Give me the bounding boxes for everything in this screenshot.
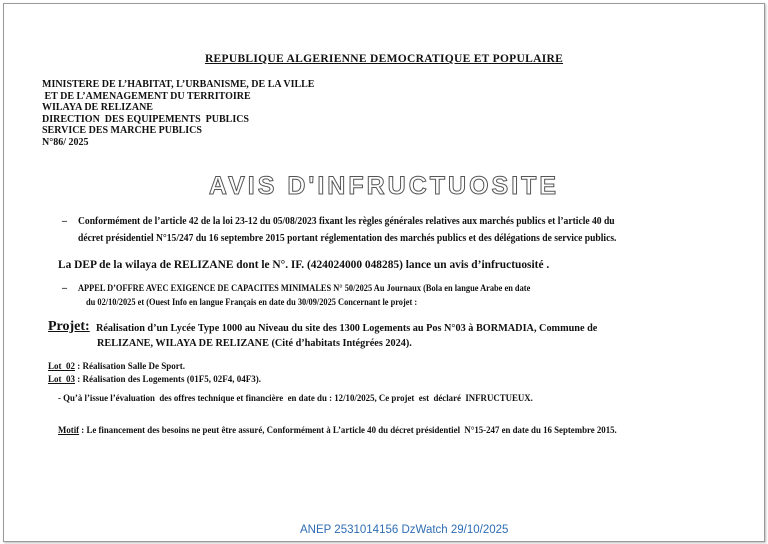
issuer-line: SERVICE DES MARCHE PUBLICS <box>42 125 202 137</box>
project-description-line: RELIZANE, WILAYA DE RELIZANE (Cité d’habitats Intégrées 2024). <box>97 337 412 349</box>
project-description-line: Réalisation d’un Lycée Type 1000 au Niveau du site des 1300 Logements au Pos N°03 à BORMADIA, Commune de <box>96 322 598 334</box>
republic-header: REPUBLIQUE ALGERIENNE DEMOCRATIQUE ET POPULAIRE <box>204 53 564 65</box>
evaluation-result: - Qu’à l’issue l’évaluation des offres technique et financière en date du : 12/10/2025, Ce projet est déclaré INFRUCTUEUX. <box>58 394 533 404</box>
tender-reference-line: du 02/10/2025 et (Ouest Info en langue Français en date du 30/09/2025 Concernant le projet : <box>86 297 418 307</box>
notice-title: AVIS D'INFRUCTUOSITE <box>208 172 560 200</box>
lot-text: : Réalisation des Logements (01F5, 02F4, 04F3). <box>75 374 261 384</box>
issuer-line: WILAYA DE RELIZANE <box>42 102 153 114</box>
legal-basis-line: décret présidentiel N°15/247 du 16 septembre 2015 portant réglementation des marchés publics et des délégations de service publics. <box>78 233 617 244</box>
issuer-line: MINISTERE DE L’HABITAT, L’URBANISME, DE LA VILLE <box>42 79 315 90</box>
dep-statement: La DEP de la wilaya de RELIZANE dont le N°. IF. (424024000 048285) lance un avis d’infructuosité . <box>58 257 550 271</box>
lot-label: Lot 02 <box>48 361 75 371</box>
issuer-line: DIRECTION DES EQUIPEMENTS PUBLICS <box>42 113 249 125</box>
motif-line <box>58 426 617 436</box>
lot-item <box>48 361 185 371</box>
issuer-line: N°86/ 2025 <box>42 136 89 148</box>
bullet-dash: – <box>62 283 67 294</box>
issuer-block <box>42 79 314 149</box>
motif-text: : Le financement des besoins ne peut être assuré, Conformément à L’article 40 du décret présidentiel N°15-247 en date du 16 Septembre 2015. <box>79 426 617 436</box>
lot-text: : Réalisation Salle De Sport. <box>75 361 185 371</box>
source-footer: ANEP 2531014156 DzWatch 29/10/2025 <box>300 524 509 536</box>
bullet-dash: – <box>62 216 67 227</box>
lot-label: Lot 03 <box>48 374 75 384</box>
tender-reference-line: APPEL D’OFFRE AVEC EXIGENCE DE CAPACITES MINIMALES N° 50/2025 Au Journaux (Bola en langue Arabe en date <box>78 283 531 293</box>
legal-basis-line: Conformément de l’article 42 de la loi 23-12 du 05/08/2023 fixant les règles générales relatives aux marchés publics et l’article 40 du <box>78 216 615 227</box>
issuer-line: ET DE L’AMENAGEMENT DU TERRITOIRE <box>42 90 251 102</box>
lot-item <box>48 374 261 384</box>
project-label: Projet: <box>48 319 90 334</box>
motif-label: Motif <box>58 426 80 436</box>
